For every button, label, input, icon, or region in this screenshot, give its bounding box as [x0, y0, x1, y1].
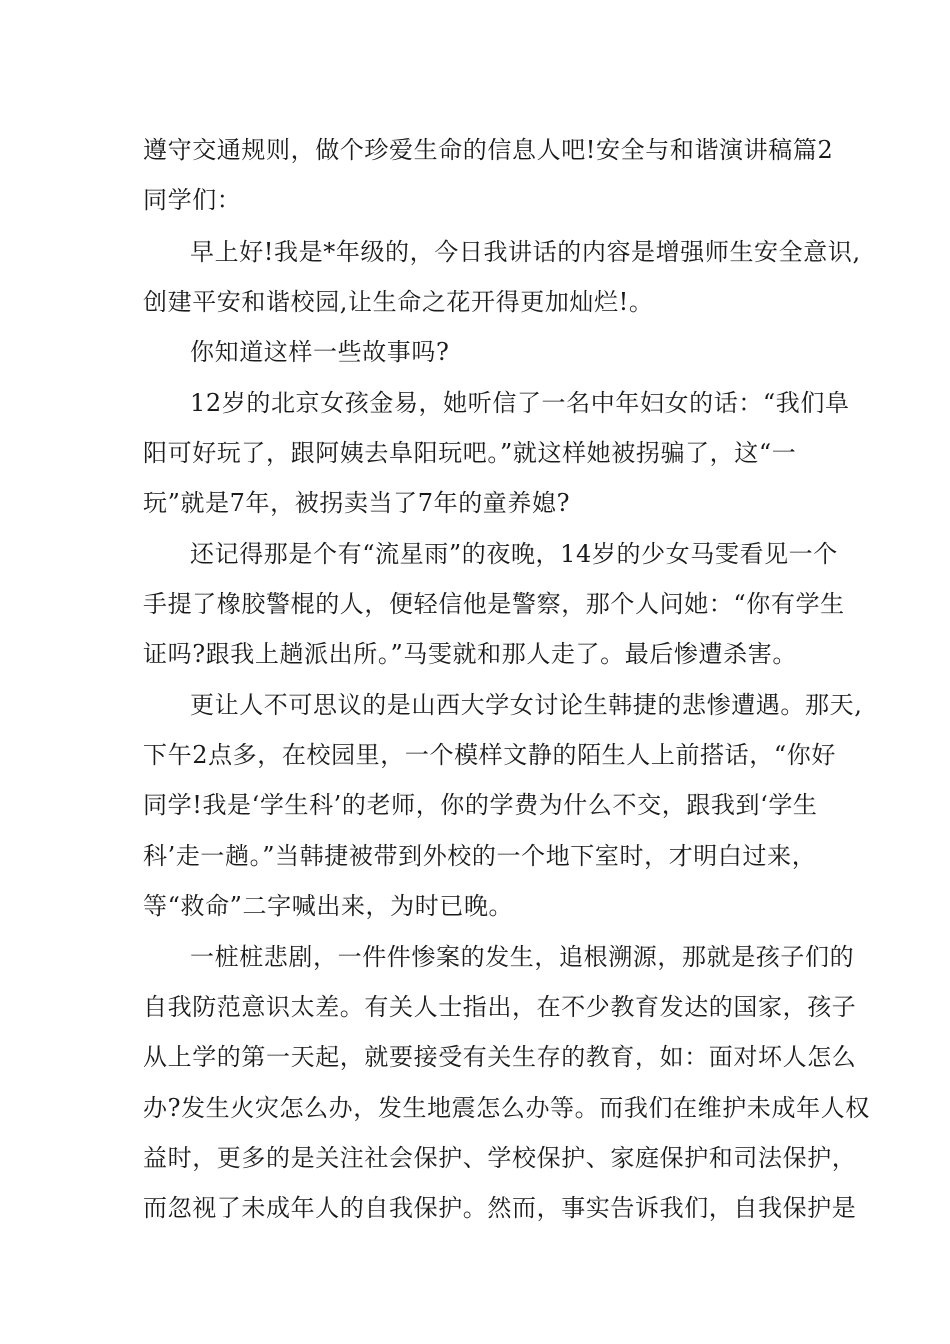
text-line: 等“救命”二字喊出来，为时已晚。: [143, 892, 514, 920]
text-line: 自我防范意识太差。有关人士指出，在不少教育发达的国家，孩子: [143, 993, 857, 1021]
text-line: 一桩桩悲剧，一件件惨案的发生，追根溯源，那就是孩子们的: [190, 943, 855, 971]
text-line: 证吗?跟我上趟派出所。”马雯就和那人走了。最后惨遭杀害。: [143, 640, 797, 668]
text-line: 更让人不可思议的是山西大学女讨论生韩捷的悲惨遭遇。那天,: [190, 691, 863, 719]
text-line: 从上学的第一天起，就要接受有关生存的教育，如：面对坏人怎么: [143, 1043, 857, 1071]
text-line: 创建平安和谐校园,让生命之花开得更加灿烂!。: [143, 288, 654, 316]
text-line: 益时，更多的是关注社会保护、学校保护、家庭保护和司法保护，: [143, 1144, 857, 1172]
text-line: 玩”就是7年，被拐卖当了7年的童养媳?: [143, 489, 571, 517]
text-line: 科’走一趟。”当韩捷被带到外校的一个地下室时，才明白过来，: [143, 842, 817, 870]
text-line: 手提了橡胶警棍的人，便轻信他是警察，那个人问她：“你有学生: [143, 590, 845, 618]
text-line: 下午2点多，在校园里，一个模样文静的陌生人上前搭话，“你好: [143, 741, 836, 769]
text-line: 还记得那是个有“流星雨”的夜晚，14岁的少女马雯看见一个: [190, 540, 838, 568]
text-line: 阳可好玩了，跟阿姨去阜阳玩吧。”就这样她被拐骗了，这“一: [143, 439, 797, 467]
text-line: 同学!我是‘学生科’的老师，你的学费为什么不交，跟我到‘学生: [143, 791, 818, 819]
text-line: 你知道这样一些故事吗?: [190, 338, 450, 366]
text-line: 同学们：: [143, 186, 242, 214]
text-line: 12岁的北京女孩金易，她听信了一名中年妇女的话：“我们阜: [190, 389, 850, 417]
text-line: 早上好!我是*年级的，今日我讲话的内容是增强师生安全意识,: [190, 238, 861, 266]
text-line: 遵守交通规则，做个珍爱生命的信息人吧!安全与和谐演讲稿篇2: [143, 136, 834, 164]
text-line: 而忽视了未成年人的自我保护。然而，事实告诉我们，自我保护是: [143, 1194, 857, 1222]
text-line: 办?发生火灾怎么办，发生地震怎么办等。而我们在维护未成年人权: [143, 1094, 870, 1122]
